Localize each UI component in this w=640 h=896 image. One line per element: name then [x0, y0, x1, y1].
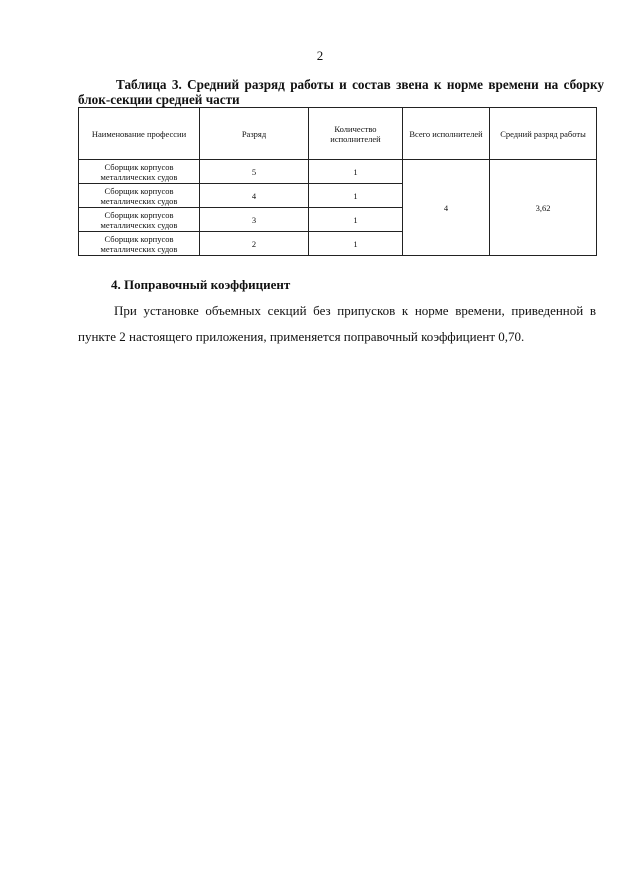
table-row	[79, 160, 597, 184]
column-header-count: Количество исполнителей	[309, 108, 403, 160]
column-header-grade: Разряд	[200, 108, 309, 160]
cell-count: 1	[309, 160, 403, 184]
cell-count: 1	[309, 232, 403, 256]
table-header-row	[79, 108, 597, 160]
cell-grade: 5	[200, 160, 309, 184]
cell-grade: 4	[200, 184, 309, 208]
page-number: 2	[316, 48, 324, 63]
section-heading: 4. Поправочный коэффициент	[111, 277, 291, 292]
table-title: Таблица 3. Средний разряд работы и состав звена к норме времени на сборку блок-секции средней части	[78, 77, 604, 107]
cell-profession: Сборщик корпусов металлических судов	[79, 184, 200, 208]
cell-grade: 2	[200, 232, 309, 256]
cell-profession: Сборщик корпусов металлических судов	[79, 232, 200, 256]
data-table	[78, 107, 597, 256]
cell-count: 1	[309, 184, 403, 208]
body-paragraph: При установке объемных секций без припусков к норме времени, приведенной в пункте 2 настоящего приложения, применяется поправочный коэффициент 0,70.	[78, 303, 596, 344]
cell-profession: Сборщик корпусов металлических судов	[79, 160, 200, 184]
cell-total-workers: 4	[403, 160, 490, 256]
column-header-average-grade: Средний разряд работы	[490, 108, 597, 160]
cell-average-grade: 3,62	[490, 160, 597, 256]
column-header-total: Всего исполнителей	[403, 108, 490, 160]
column-header-profession: Наименование профессии	[79, 108, 200, 160]
cell-count: 1	[309, 208, 403, 232]
cell-grade: 3	[200, 208, 309, 232]
cell-profession: Сборщик корпусов металлических судов	[79, 208, 200, 232]
